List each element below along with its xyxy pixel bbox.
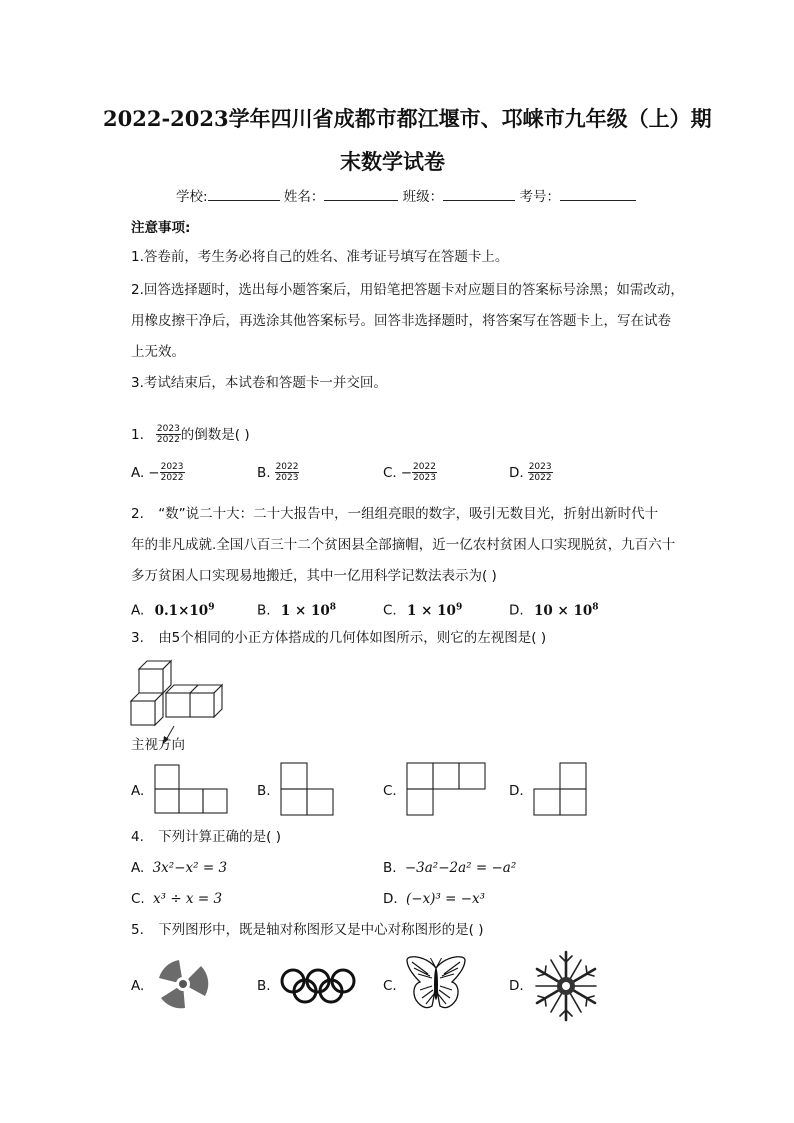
option-expression [155, 603, 215, 619]
option-label: B. [257, 464, 271, 481]
option-expression [281, 603, 336, 619]
q4-option-a[interactable] [131, 859, 227, 877]
fraction-denominator: 2023 [413, 473, 436, 483]
question-2-line3: 多万贫困人口实现易地搬迁，其中一亿用科学记数法表示为( ) [131, 568, 497, 584]
cube-figure [128, 656, 228, 748]
q3-option-a-figure[interactable] [153, 764, 231, 814]
question-4-number: 4. [131, 829, 144, 845]
base: 10 [573, 602, 593, 619]
q4-option-b[interactable] [383, 859, 516, 877]
butterfly-icon[interactable] [404, 954, 468, 1014]
page-title-line1: 2022-2023学年四川省成都市都江堰市、邛崃市九年级（上）期 [103, 106, 712, 131]
exponent: 9 [455, 602, 463, 612]
notice-heading: 注意事项: [131, 220, 191, 236]
option-fraction [412, 462, 437, 483]
q3-option-d-figure[interactable] [532, 761, 590, 817]
question-1-number: 1. [131, 426, 144, 443]
q4-option-c[interactable] [131, 890, 222, 908]
times-sign: × [294, 602, 307, 619]
question-2-text: “数”说二十大：二十大报告中，一组组亮眼的数字，吸引无数目光，折射出新时代十 [158, 506, 659, 522]
fraction-denominator: 2022 [528, 473, 552, 483]
option-expression: −3a²−2a² = −a² [404, 860, 517, 876]
coefficient: 1 [407, 602, 417, 619]
question-2-line2: 年的非凡成就.全国八百三十二个贫困县全部摘帽，近一亿农村贫困人口实现脱贫，九百六十 [131, 537, 676, 553]
option-label: D. [509, 602, 524, 619]
question-4-text: 下列计算正确的是( ) [158, 829, 282, 845]
base: 10 [310, 602, 330, 619]
fraction-numerator: 2023 [160, 462, 184, 472]
question-3-text: 由5个相同的小正方体搭成的几何体如图所示，则它的左视图是( ) [158, 630, 547, 646]
times-sign: × [178, 602, 190, 619]
question-5-stem [131, 921, 484, 939]
q2-option-d[interactable] [509, 598, 599, 620]
option-sign: − [400, 464, 413, 481]
times-sign: × [557, 602, 569, 619]
exam-no-label: 考号： [519, 189, 560, 205]
q4-option-d[interactable] [383, 890, 485, 908]
q3-option-c-figure[interactable] [405, 761, 487, 817]
radiation-symbol-icon[interactable] [155, 956, 211, 1012]
question-4-stem [131, 828, 281, 846]
snowflake-icon[interactable] [530, 950, 602, 1022]
exponent: 9 [208, 602, 215, 612]
notice-item-2-line1: 2.回答选择题时，选出每小题答案后，用铅笔把答题卡对应题目的答案标号涂黑；如需改动， [131, 282, 684, 298]
q5-option-a-label[interactable]: A. [131, 978, 145, 994]
option-expression [407, 603, 462, 619]
option-label: A. [131, 602, 145, 619]
q1-option-d[interactable] [509, 462, 553, 483]
q1-option-b[interactable] [257, 462, 299, 483]
question-2-number: 2. [131, 506, 144, 522]
notice-item-3: 3.考试结束后，本试卷和答题卡一并交回。 [131, 375, 387, 391]
fraction-numerator: 2023 [156, 424, 180, 434]
option-label: B. [257, 602, 271, 619]
coefficient: 10 [533, 602, 553, 619]
q5-option-c-label[interactable]: C. [383, 978, 397, 994]
option-label: B. [383, 860, 397, 876]
option-expression: x³ ÷ x = 3 [153, 891, 223, 907]
fraction-denominator: 2022 [160, 473, 184, 483]
option-fraction [275, 462, 300, 483]
class-field[interactable] [443, 187, 515, 201]
exam-no-field[interactable] [560, 187, 636, 201]
question-1-stem [131, 424, 250, 445]
q5-option-b-label[interactable]: B. [257, 978, 271, 994]
question-3-stem [131, 629, 546, 647]
name-field[interactable] [324, 187, 398, 201]
option-label: A. [131, 464, 145, 481]
option-label: C. [383, 602, 397, 619]
q1-option-a[interactable] [131, 462, 185, 483]
option-expression: 3x²−x² = 3 [152, 860, 228, 876]
question-3-number: 3. [131, 630, 144, 646]
fraction-numerator: 2022 [275, 462, 299, 472]
exponent: 8 [592, 602, 599, 612]
question-2-line1 [131, 505, 658, 523]
notice-item-2-line2: 用橡皮擦干净后，再选涂其他答案标号。回答非选择题时，将答案写在答题卡上，写在试卷 [131, 313, 671, 329]
question-1-text: 的倒数是( ) [180, 426, 250, 443]
option-fraction [528, 462, 553, 483]
q3-option-c-label[interactable]: C. [383, 783, 397, 799]
q2-option-b[interactable] [257, 598, 336, 620]
base: 10 [437, 602, 456, 619]
school-label: 学校: [176, 189, 208, 205]
exponent: 8 [329, 602, 337, 612]
option-sign: − [148, 464, 160, 481]
q3-option-b-label[interactable]: B. [257, 783, 271, 799]
olympic-rings-icon[interactable] [279, 966, 357, 1006]
question-5-number: 5. [131, 922, 144, 938]
fraction-numerator: 2022 [413, 462, 436, 472]
option-label: C. [383, 464, 397, 481]
q3-option-a-label[interactable]: A. [131, 783, 145, 799]
option-label: C. [131, 891, 145, 907]
q5-option-d-label[interactable]: D. [509, 978, 524, 994]
notice-item-1: 1.答卷前，考生务必将自己的姓名、准考证号填写在答题卡上。 [131, 249, 509, 265]
fraction-denominator: 2023 [275, 473, 299, 483]
fraction-denominator: 2022 [156, 435, 180, 445]
option-expression: (−x)³ = −x³ [405, 891, 486, 907]
figure-caption: 主视方向 [131, 737, 185, 753]
fraction-numerator: 2023 [528, 462, 552, 472]
name-label: 姓名： [283, 189, 325, 205]
option-label: A. [131, 860, 145, 876]
times-sign: × [421, 602, 433, 619]
class-label: 班级： [402, 189, 444, 205]
q2-option-c[interactable] [383, 598, 462, 620]
student-info-row [176, 187, 636, 206]
option-label: D. [383, 891, 398, 907]
coefficient: 1 [280, 602, 291, 619]
option-fraction [160, 462, 185, 483]
q1-option-c[interactable] [383, 462, 437, 483]
page-title-line2: 末数学试卷 [340, 149, 445, 174]
option-label: D. [509, 464, 524, 481]
option-expression [534, 603, 599, 619]
q3-option-b-figure[interactable] [279, 761, 337, 817]
question-1-fraction [156, 424, 181, 445]
notice-item-2-line3: 上无效。 [131, 344, 185, 360]
q3-option-d-label[interactable]: D. [509, 783, 524, 799]
school-field[interactable] [208, 187, 280, 201]
question-5-text: 下列图形中，既是轴对称图形又是中心对称图形的是( ) [158, 922, 484, 938]
q2-option-a[interactable] [131, 598, 214, 620]
base: 10 [189, 602, 209, 619]
coefficient: 0.1 [154, 602, 179, 619]
